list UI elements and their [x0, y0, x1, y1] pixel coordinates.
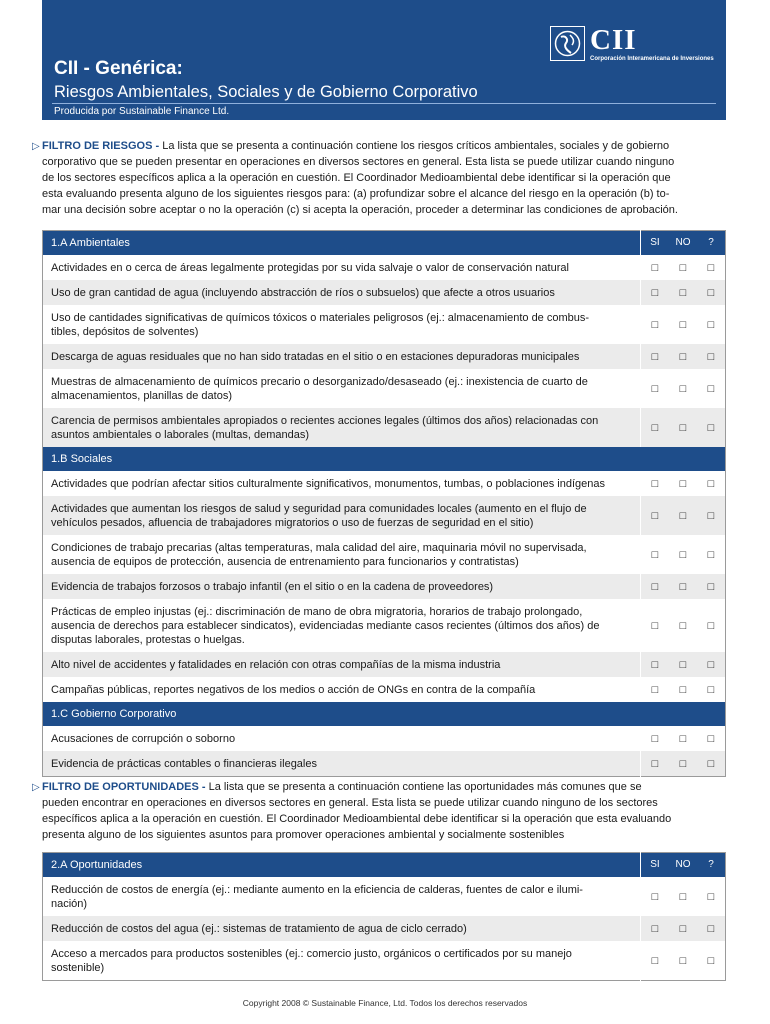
checkbox-si[interactable]: □	[641, 471, 670, 496]
page-subtitle: Riesgos Ambientales, Sociales y de Gobierno Corporativo	[54, 83, 478, 101]
checklist-item-text	[43, 280, 641, 305]
checklist-row	[43, 751, 726, 777]
checklist-row	[43, 677, 726, 702]
intro-line: presenta alguno de los siguientes asuntos para promover operaciones ambiental y socialmente sostenibles	[42, 829, 565, 841]
checkbox-no[interactable]: □	[669, 535, 697, 574]
checkbox-unknown[interactable]: □	[697, 344, 726, 369]
intro-line: mar una decisión sobre aceptar o no la operación (c) si acepta la operación, proceder a determinar las condiciones de aprobación.	[42, 204, 678, 216]
checklist-row	[43, 877, 726, 916]
item-text-line: sostenible)	[51, 961, 105, 974]
checklist-item-text	[43, 726, 641, 751]
column-unknown-header: ?	[697, 853, 726, 878]
section-title: 1.B Sociales	[43, 447, 641, 471]
checkbox-no[interactable]: □	[669, 751, 697, 777]
section-header-row	[43, 231, 726, 256]
item-text-line: Acceso a mercados para productos sostenibles (ej.: comercio justo, orgánicos o certificados por su manejo	[51, 947, 572, 960]
checkbox-unknown[interactable]: □	[697, 535, 726, 574]
checklist-row	[43, 255, 726, 280]
checkbox-si[interactable]: □	[641, 726, 670, 751]
checkbox-si[interactable]: □	[641, 916, 670, 941]
section-header-spacer	[641, 447, 726, 471]
copyright-footer: Copyright 2008 © Sustainable Finance, Ltd. Todos los derechos reservados	[242, 998, 528, 1008]
intro-line: pueden encontrar en operaciones en diversos sectores en general. Esta lista se puede utilizar cuando ninguno de los sectores	[42, 797, 658, 809]
column-no-header: NO	[669, 853, 697, 878]
checklist-row	[43, 941, 726, 981]
checklist-item-text	[43, 305, 641, 344]
checklist-row	[43, 471, 726, 496]
intro-line: de los sectores específicos aplica a la operación en cuestión. El Coordinador Medioambiental debe identificar si la operación que	[42, 172, 671, 184]
filter-lead: FILTRO DE RIESGOS -	[42, 140, 160, 152]
triangle-bullet-icon: ▷	[32, 782, 40, 793]
checkbox-si[interactable]: □	[641, 408, 670, 447]
intro-line: La lista que se presenta a continuación contiene los riesgos críticos ambientales, sociales y de gobierno	[162, 140, 670, 152]
header-divider	[52, 103, 716, 104]
checkbox-si[interactable]: □	[641, 677, 670, 702]
item-text-line: Prácticas de empleo injustas (ej.: discriminación de mano de obra migratoria, horarios de trabajo prolongado,	[51, 605, 583, 618]
checklist-item-text	[43, 255, 641, 280]
intro-line: La lista que se presenta a continuación contiene las oportunidades más comunes que se	[208, 781, 642, 793]
checkbox-no[interactable]: □	[669, 496, 697, 535]
checklist-item-text	[43, 677, 641, 702]
checkbox-unknown[interactable]: □	[697, 677, 726, 702]
checkbox-unknown[interactable]: □	[697, 369, 726, 408]
checklist-item-text	[43, 941, 641, 981]
checkbox-unknown[interactable]: □	[697, 471, 726, 496]
section-title: 2.A Oportunidades	[43, 853, 641, 878]
producer-note: Producida por Sustainable Finance Ltd.	[54, 106, 230, 117]
checkbox-si[interactable]: □	[641, 305, 670, 344]
item-text-line: nación)	[51, 897, 88, 910]
checkbox-unknown[interactable]: □	[697, 280, 726, 305]
section-header-spacer	[641, 702, 726, 726]
cii-logo	[550, 26, 720, 66]
item-text-line: tibles, depósitos de solventes)	[51, 325, 199, 338]
checklist-row	[43, 344, 726, 369]
checkbox-unknown[interactable]: □	[697, 574, 726, 599]
checklist-item-text	[43, 369, 641, 408]
checkbox-no[interactable]: □	[669, 599, 697, 652]
item-text-line: vehículos pesados, afluencia de trabajadores migratorios o uso de fuerzas de seguridad en el sitio)	[51, 516, 534, 529]
checkbox-unknown[interactable]: □	[697, 941, 726, 981]
checklist-item-text	[43, 652, 641, 677]
checkbox-unknown[interactable]: □	[697, 877, 726, 916]
checkbox-no[interactable]: □	[669, 677, 697, 702]
checkbox-no[interactable]: □	[669, 369, 697, 408]
item-text-line: Alto nivel de accidentes y fatalidades en relación con otras compañías de la misma industria	[51, 658, 501, 671]
section-title: 1.C Gobierno Corporativo	[43, 702, 641, 726]
checkbox-si[interactable]: □	[641, 574, 670, 599]
checkbox-si[interactable]: □	[641, 652, 670, 677]
checklist-item-text	[43, 344, 641, 369]
header-banner	[42, 0, 726, 120]
checkbox-si[interactable]: □	[641, 941, 670, 981]
checkbox-unknown[interactable]: □	[697, 751, 726, 777]
item-text-line: Condiciones de trabajo precarias (altas temperaturas, mala calidad del aire, maquinaria móvil no supervisada,	[51, 541, 587, 554]
item-text-line: Carencia de permisos ambientales apropiados o recientes acciones legales (últimos dos años) relacionadas con	[51, 414, 599, 427]
checklist-row	[43, 305, 726, 344]
checkbox-no[interactable]: □	[669, 877, 697, 916]
item-text-line: Descarga de aguas residuales que no han sido tratadas en el sitio o en estaciones depuradoras municipales	[51, 350, 580, 363]
checklist-item-text	[43, 751, 641, 777]
item-text-line: Evidencia de trabajos forzosos o trabajo infantil (en el sitio o en la cadena de proveedores)	[51, 580, 494, 593]
checklist-item-text	[43, 535, 641, 574]
checkbox-unknown[interactable]: □	[697, 599, 726, 652]
risk-checklist-table	[42, 230, 726, 777]
opportunity-filter-intro	[32, 779, 724, 843]
checkbox-no[interactable]: □	[669, 574, 697, 599]
checkbox-no[interactable]: □	[669, 344, 697, 369]
checkbox-si[interactable]: □	[641, 344, 670, 369]
opportunity-checklist-table	[42, 852, 726, 981]
checklist-row	[43, 535, 726, 574]
checklist-row	[43, 280, 726, 305]
checklist-row	[43, 652, 726, 677]
checkbox-unknown[interactable]: □	[697, 916, 726, 941]
checklist-row	[43, 916, 726, 941]
checkbox-si[interactable]: □	[641, 535, 670, 574]
column-si-header: SI	[641, 231, 670, 256]
section-header-row	[43, 853, 726, 878]
checklist-item-text	[43, 877, 641, 916]
column-no-header: NO	[669, 231, 697, 256]
checkbox-si[interactable]: □	[641, 877, 670, 916]
column-unknown-header: ?	[697, 231, 726, 256]
page-title: CII - Genérica:	[54, 58, 183, 79]
item-text-line: Evidencia de prácticas contables o financieras ilegales	[51, 757, 317, 770]
item-text-line: Actividades que aumentan los riesgos de salud y seguridad para comunidades locales (aumento en el flujo de	[51, 502, 587, 515]
checkbox-no[interactable]: □	[669, 280, 697, 305]
item-text-line: Acusaciones de corrupción o soborno	[51, 732, 236, 745]
checkbox-unknown[interactable]: □	[697, 726, 726, 751]
checkbox-no[interactable]: □	[669, 652, 697, 677]
checklist-row	[43, 574, 726, 599]
globe-icon	[550, 26, 585, 61]
checkbox-no[interactable]: □	[669, 941, 697, 981]
checklist-row	[43, 599, 726, 652]
checkbox-si[interactable]: □	[641, 496, 670, 535]
triangle-bullet-icon: ▷	[32, 141, 40, 152]
item-text-line: ausencia de derechos para establecer sindicatos), evidenciadas mediante casos recientes (últimos dos años) de	[51, 619, 600, 632]
item-text-line: Actividades que podrían afectar sitios culturalmente significativos, monumentos, tumbas, o poblaciones indígenas	[51, 477, 605, 490]
checkbox-unknown[interactable]: □	[697, 652, 726, 677]
checkbox-no[interactable]: □	[669, 471, 697, 496]
checklist-item-text	[43, 574, 641, 599]
column-si-header: SI	[641, 853, 670, 878]
logo-text: CII	[590, 24, 637, 56]
item-text-line: asuntos ambientales o laborales (multas, demandas)	[51, 428, 310, 441]
section-header-row	[43, 447, 726, 471]
item-text-line: almacenamientos, planillas de datos)	[51, 389, 232, 402]
item-text-line: Uso de cantidades significativas de químicos tóxicos o materiales peligrosos (ej.: almacenamiento de combus-	[51, 311, 590, 324]
checkbox-unknown[interactable]: □	[697, 305, 726, 344]
checklist-row	[43, 726, 726, 751]
checkbox-no[interactable]: □	[669, 305, 697, 344]
checklist-item-text	[43, 599, 641, 652]
section-title: 1.A Ambientales	[43, 231, 641, 256]
checklist-item-text	[43, 496, 641, 535]
checkbox-unknown[interactable]: □	[697, 408, 726, 447]
logo-subtext: Corporación Interamericana de Inversiones	[590, 56, 714, 62]
checkbox-no[interactable]: □	[669, 408, 697, 447]
checkbox-si[interactable]: □	[641, 751, 670, 777]
item-text-line: Reducción de costos de energía (ej.: mediante aumento en la eficiencia de calderas, fuentes de calor e ilumi-	[51, 883, 583, 896]
checkbox-unknown[interactable]: □	[697, 496, 726, 535]
item-text-line: Uso de gran cantidad de agua (incluyendo abstracción de ríos o subsuelos) que afecte a otros usuarios	[51, 286, 555, 299]
checklist-item-text	[43, 408, 641, 447]
checklist-row	[43, 496, 726, 535]
item-text-line: Actividades en o cerca de áreas legalmente protegidas por su vida salvaje o valor de conservación natural	[51, 261, 569, 274]
item-text-line: ausencia de equipos de protección, ausencia de entrenamiento para funcionarios y contratistas)	[51, 555, 519, 568]
checkbox-si[interactable]: □	[641, 255, 670, 280]
item-text-line: Campañas públicas, reportes negativos de los medios o acción de ONGs en contra de la compañía	[51, 683, 536, 696]
checklist-item-text	[43, 916, 641, 941]
risk-filter-intro	[32, 138, 724, 218]
checklist-row	[43, 408, 726, 447]
checkbox-no[interactable]: □	[669, 255, 697, 280]
checkbox-si[interactable]: □	[641, 599, 670, 652]
item-text-line: Reducción de costos del agua (ej.: sistemas de tratamiento de agua de ciclo cerrado)	[51, 922, 467, 935]
checkbox-no[interactable]: □	[669, 916, 697, 941]
intro-line: corporativo que se pueden presentar en operaciones en diversos sectores en general. Esta lista se puede utilizar cuando ninguno	[42, 156, 675, 168]
checkbox-no[interactable]: □	[669, 726, 697, 751]
item-text-line: Muestras de almacenamiento de químicos precario o desorganizado/desaseado (ej.: inexistencia de cuarto de	[51, 375, 588, 388]
intro-line: esta evaluando presenta alguno de los siguientes riesgos para: (a) profundizar sobre el alcance del riesgo en la operación (b) to-	[42, 188, 670, 200]
item-text-line: disputas laborales, protestas o huelgas.	[51, 633, 245, 646]
section-header-row	[43, 702, 726, 726]
checkbox-si[interactable]: □	[641, 369, 670, 408]
checkbox-unknown[interactable]: □	[697, 255, 726, 280]
checklist-row	[43, 369, 726, 408]
checklist-item-text	[43, 471, 641, 496]
filter-lead: FILTRO DE OPORTUNIDADES -	[42, 781, 206, 793]
checkbox-si[interactable]: □	[641, 280, 670, 305]
intro-line: específicos aplica a la operación en cuestión. El Coordinador Medioambiental debe identificar si la operación que esta evaluando	[42, 813, 672, 825]
